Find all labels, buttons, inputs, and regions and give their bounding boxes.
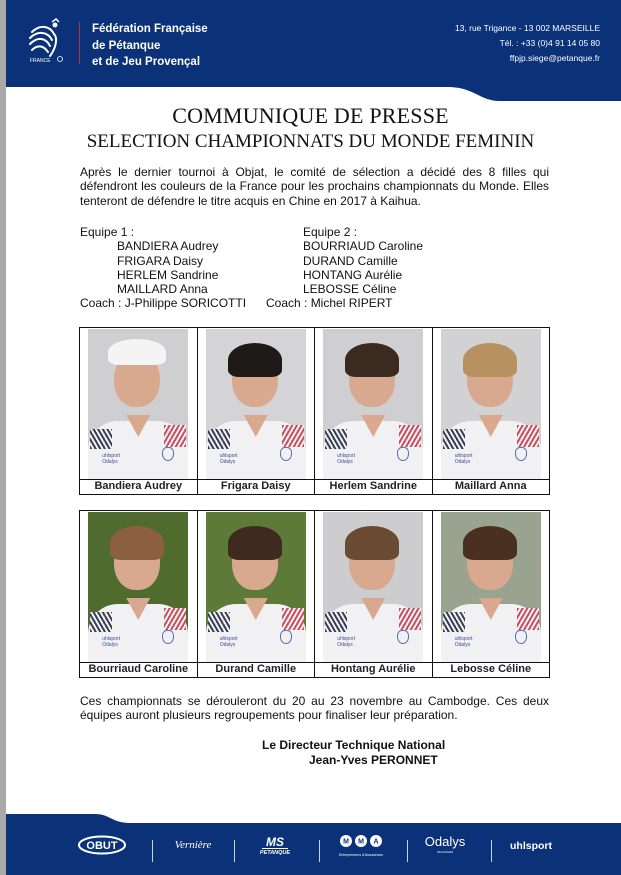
svg-text:A: A (373, 838, 379, 846)
player-hair (463, 526, 517, 560)
team-1-member: FRIGARA Daisy (117, 253, 204, 268)
team-1-coach: Coach : J-Philippe SORICOTTI (80, 296, 247, 311)
document-title: COMMUNIQUE DE PRESSE (172, 103, 449, 128)
svg-text:M: M (358, 838, 364, 846)
shirt-stripes-left (443, 612, 465, 632)
photo-table-team-2 (79, 510, 550, 678)
contact-address: 13, rue Trigance - 13 002 MARSEILLE (454, 23, 600, 33)
federation-name-line-1: Fédération Française (92, 23, 208, 35)
shirt-stripes-right (282, 608, 304, 630)
player-photo (88, 329, 188, 479)
shirt-stripes-right (517, 425, 539, 447)
shirt-stripes-right (282, 425, 304, 447)
team-1-member: BANDIERA Audrey (117, 239, 219, 254)
player-caption: Lebosse Céline (432, 663, 550, 678)
player-hair (228, 526, 282, 560)
shirt-sponsor-text: uhlsport Odalys (337, 453, 356, 465)
team-1-label: Equipe 1 : (80, 225, 135, 239)
shirt-stripes-left (325, 612, 347, 632)
player-hair (463, 343, 517, 377)
player-caption: Maillard Anna (432, 480, 550, 495)
footer-divider (152, 840, 153, 862)
shirt-sponsor-text: uhlsport Odalys (219, 636, 238, 648)
photo-cell (80, 328, 198, 480)
shirt-stripes-left (90, 429, 112, 449)
shirt-sponsor-text: uhlsport Odalys (102, 453, 121, 465)
shirt-sponsor-text: uhlsport Odalys (454, 636, 473, 648)
player-caption: Herlem Sandrine (315, 480, 433, 495)
player-caption: Bourriaud Caroline (80, 663, 198, 678)
shirt-stripes-right (164, 425, 186, 447)
photo-cell (315, 511, 433, 663)
team-2-label: Equipe 2 : (303, 225, 358, 239)
shirt-stripes-right (517, 608, 539, 630)
player-photo (441, 512, 541, 662)
team-2-member: BOURRIAUD Caroline (303, 239, 424, 254)
ms-petanque-logo-icon: MS PETANQUE (259, 835, 291, 856)
photo-cell (315, 328, 433, 480)
mma-logo-icon: M M A Entrepreneurs d'Assurances (338, 834, 384, 860)
shirt-sponsor-text: uhlsport Odalys (102, 636, 121, 648)
player-caption: Frigara Daisy (197, 480, 315, 495)
verniere-logo-icon: Vernière (174, 839, 212, 851)
photo-cell (197, 511, 315, 663)
shirt-sponsor-text: uhlsport Odalys (454, 453, 473, 465)
shirt-sponsor-text: uhlsport Odalys (337, 636, 356, 648)
shirt-stripes-right (399, 425, 421, 447)
letterhead-header (0, 0, 621, 104)
player-caption: Hontang Aurélie (315, 663, 433, 678)
footer-divider (319, 840, 320, 862)
team-2 (266, 225, 424, 311)
signature-name: Jean-Yves PERONNET (309, 752, 438, 767)
player-photo (206, 512, 306, 662)
footer-divider (491, 840, 492, 862)
svg-text:M: M (343, 838, 349, 846)
photo-cell (432, 328, 550, 480)
photo-table-team-1 (79, 327, 550, 495)
logo-divider (79, 22, 80, 64)
footer-divider (234, 840, 235, 862)
ffpjp-rooster-logo-icon (26, 18, 66, 64)
shirt-stripes-left (208, 429, 230, 449)
ffpjp-crest-icon (515, 630, 527, 644)
shirt-stripes-left (208, 612, 230, 632)
federation-name-line-2: de Pétanque (92, 39, 161, 52)
outro-paragraph: Ces championnats se dérouleront du 20 au 23 novembre au Cambodge. Ces deux équipes auront plusieurs regroupements pour finaliser leur préparation. (80, 694, 549, 723)
team-1-member: HERLEM Sandrine (117, 267, 219, 282)
photo-cell (197, 328, 315, 480)
photo-cell (432, 511, 550, 663)
ffpjp-crest-icon (515, 447, 527, 461)
shirt-stripes-left (90, 612, 112, 632)
player-photo (323, 512, 423, 662)
federation-name-line-3: et de Jeu Provençal (92, 56, 201, 68)
team-1 (80, 225, 246, 311)
player-hair (345, 526, 399, 560)
page-edge-strip (0, 0, 6, 875)
team-1-member: MAILLARD Anna (117, 282, 208, 297)
shirt-stripes-left (443, 429, 465, 449)
document-subtitle: SELECTION CHAMPIONNATS DU MONDE FEMININ (86, 131, 535, 152)
signature-role: Le Directeur Technique National (262, 738, 446, 752)
player-hair (228, 343, 282, 377)
ffpjp-crest-icon (280, 630, 292, 644)
photo-cell (80, 511, 198, 663)
federation-name (92, 21, 208, 71)
player-hair (345, 343, 399, 377)
player-photo (206, 329, 306, 479)
intro-paragraph: Après le dernier tournoi à Objat, le comité de sélection a décidé des 8 filles qui défendront les couleurs de la France pour les prochains championnats du Monde. Elles tenteront de défendre le titre acquis en Chine en 2017 à Kaihua. (80, 165, 549, 208)
contact-phone: Tél. : +33 (0)4 91 14 05 80 (499, 38, 600, 48)
player-hair (110, 526, 164, 560)
obut-logo-icon (77, 835, 127, 855)
shirt-stripes-right (399, 608, 421, 630)
contact-email[interactable]: ffpjp.siege@petanque.fr (509, 53, 600, 63)
ffpjp-crest-icon (280, 447, 292, 461)
uhlsport-logo-icon: uhlsport (510, 840, 552, 852)
team-2-member: HONTANG Aurélie (303, 267, 403, 282)
signature-block (262, 738, 445, 767)
player-photo (441, 329, 541, 479)
contact-block (455, 21, 600, 66)
footer-divider (407, 840, 408, 862)
shirt-stripes-right (164, 608, 186, 630)
player-caption: Durand Camille (197, 663, 315, 678)
odalys-logo-icon: Odalys VACANCES (424, 834, 466, 854)
shirt-stripes-left (325, 429, 347, 449)
svg-text:FRANCE: FRANCE (30, 58, 51, 64)
shirt-sponsor-text: uhlsport Odalys (219, 453, 238, 465)
player-caption: Bandiera Audrey (80, 480, 198, 495)
svg-text:OBUT: OBUT (86, 840, 118, 852)
team-2-coach: Coach : Michel RIPERT (266, 296, 393, 311)
team-2-member: LEBOSSE Céline (303, 282, 397, 297)
player-photo (88, 512, 188, 662)
player-cap (108, 339, 166, 365)
team-2-member: DURAND Camille (303, 253, 398, 268)
player-photo (323, 329, 423, 479)
